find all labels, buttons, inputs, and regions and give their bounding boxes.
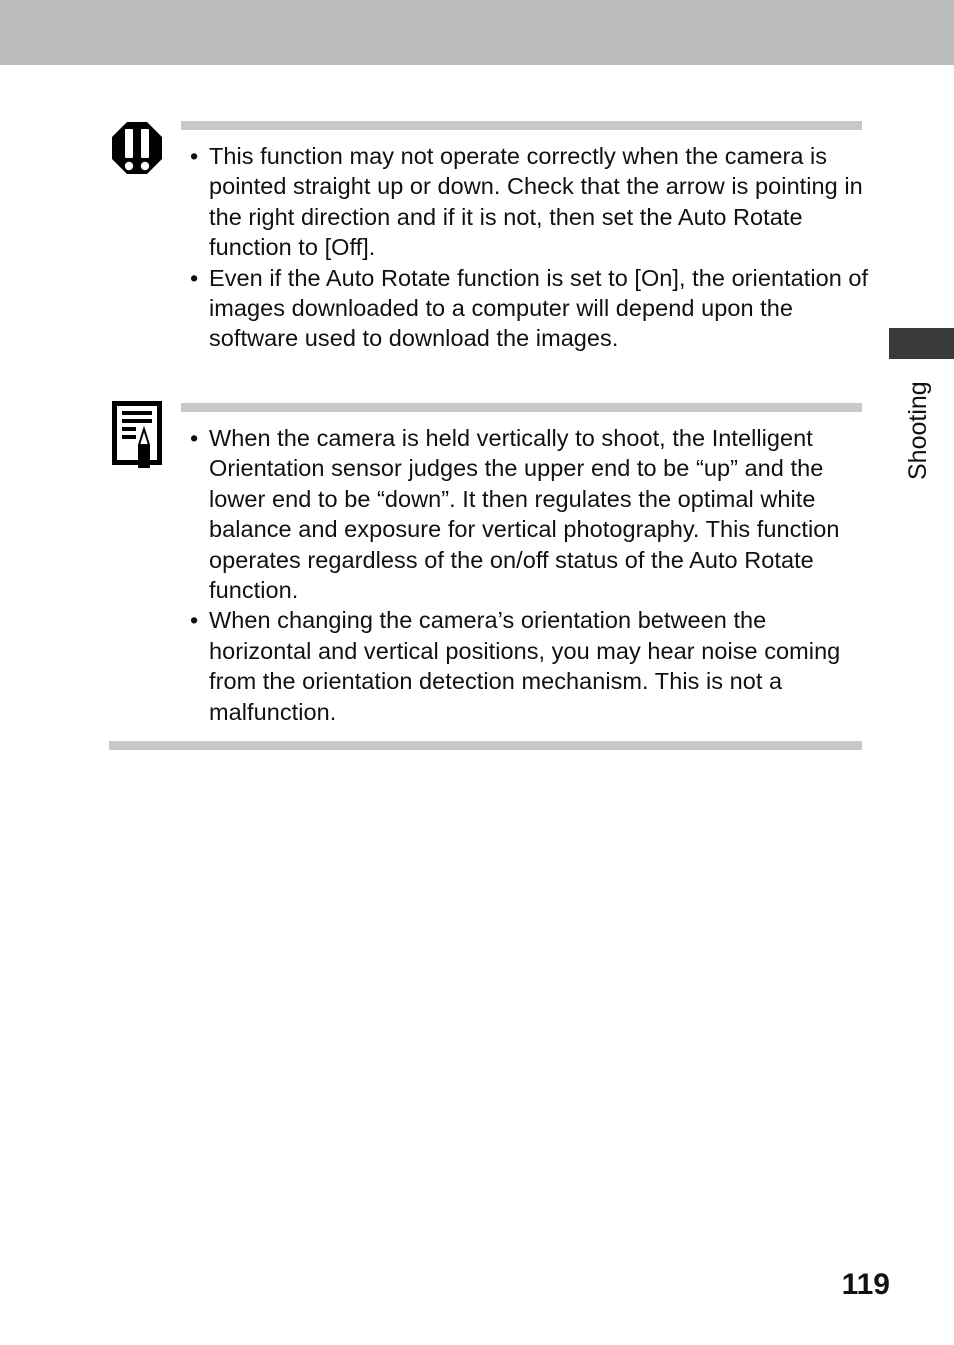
caution-section-rule xyxy=(181,121,862,130)
note-list xyxy=(190,423,870,727)
caution-item: • Even if the Auto Rotate function is set to [On], the orientation of images downloaded to a computer will depend upon the software used to download the images. xyxy=(190,263,870,354)
note-item: • When changing the camera’s orientation between the horizontal and vertical positions, you may hear noise coming from the orientation detection mechanism. This is not a malfunction. xyxy=(190,605,870,727)
note-pencil-icon xyxy=(110,399,164,469)
note-section-rule xyxy=(181,403,862,412)
section-tab-label: Shooting xyxy=(904,381,932,480)
section-end-rule xyxy=(109,741,862,750)
section-tab-marker xyxy=(889,328,954,359)
note-item: • When the camera is held vertically to shoot, the Intelligent Orientation sensor judges the upper end to be “up” and the lower end to be “down”. It then regulates the optimal white balance and exposure for vertical photography. This function operates regardless of the on/off status of the Auto Rotate function. xyxy=(190,423,870,605)
header-band xyxy=(0,0,954,65)
caution-exclamation-icon xyxy=(110,120,164,176)
caution-item: • This function may not operate correctly when the camera is pointed straight up or down. Check that the arrow is pointing in the right direction and if it is not, then set the Auto Rotate function to [Off]. xyxy=(190,141,870,263)
page-number: 119 xyxy=(841,1268,890,1301)
caution-list xyxy=(190,141,870,354)
